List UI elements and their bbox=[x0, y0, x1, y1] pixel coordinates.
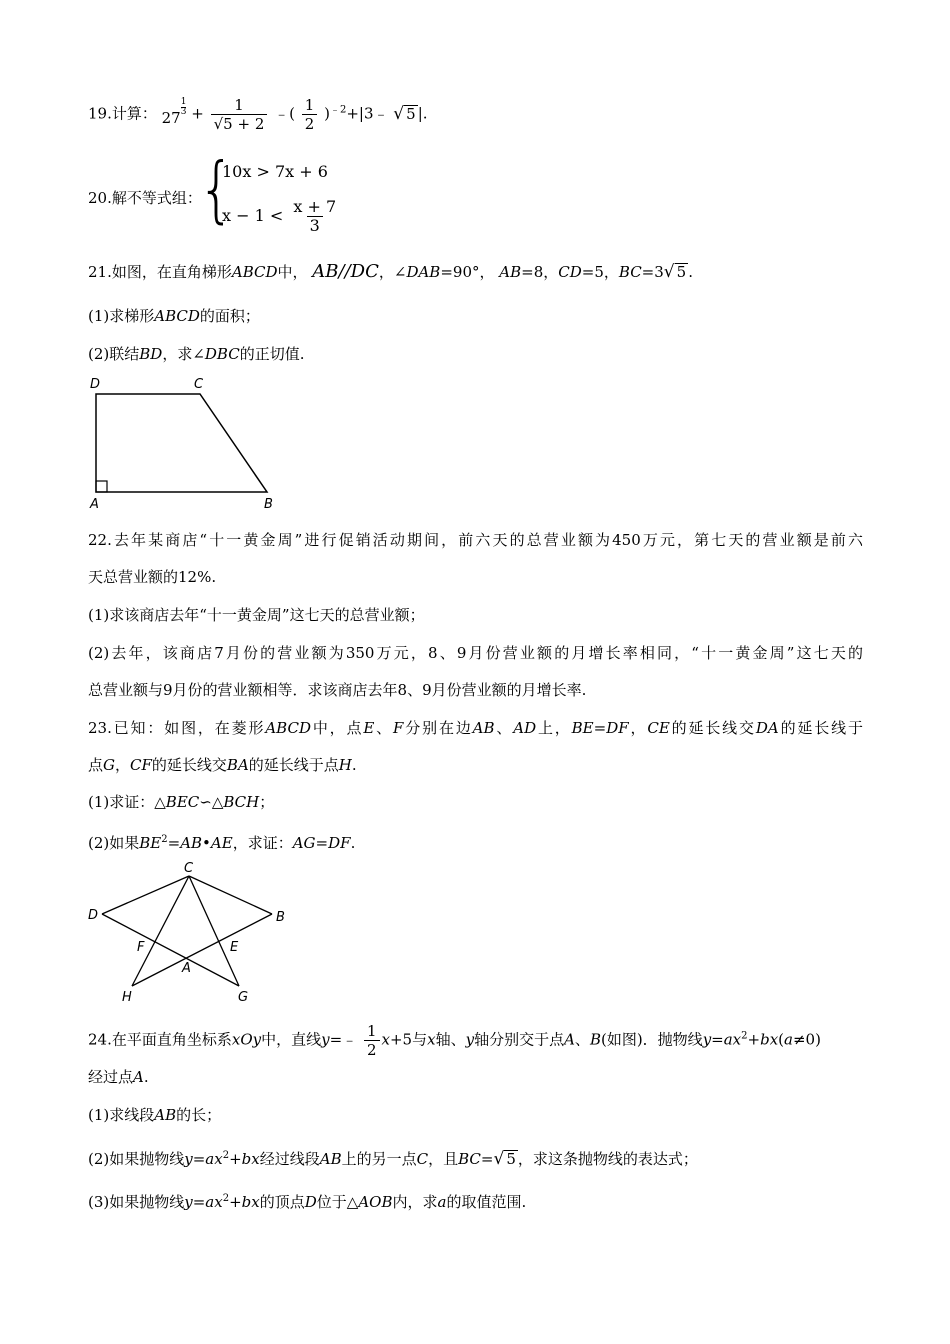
label-a: A bbox=[90, 497, 99, 512]
q23-line2: 点G，CF的延长线交BA的延长线于点H. bbox=[88, 756, 357, 774]
q21-trapezoid-figure bbox=[84, 372, 284, 512]
q24-line2: 经过点A. bbox=[88, 1068, 149, 1086]
segment-ch bbox=[132, 876, 189, 986]
label-b: B bbox=[264, 497, 273, 512]
segment-cb bbox=[189, 876, 272, 914]
q21-stem: 21.如图，在直角梯形ABCD中， AB//DC，∠DAB=90°， AB=8，CD=5，BC=3 √ 5 . bbox=[88, 261, 693, 282]
label-g: G bbox=[238, 990, 249, 1003]
q19: 19.计算： 27 $\frac{1}{3}$ + $\frac{1}{√5 + 2}$ ﹣( $\frac{1}{2}$ )$^{﹣2}$+|3﹣ √ 5 |. bbox=[88, 96, 428, 133]
label-b: B bbox=[276, 910, 285, 925]
q24-line1: 24.在平面直角坐标系xOy中，直线y=﹣ $\frac{1}{2}$ x+5与x轴、y轴分别交于点A、B(如图)．抛物线$y=ax^2+bx(a\ne 0)$ bbox=[88, 1022, 821, 1059]
segment-bh bbox=[132, 914, 272, 986]
label-a: A bbox=[182, 961, 191, 976]
q20-ineq2: x − 1 < $\frac{x + 7}{3}$ bbox=[222, 197, 337, 235]
q24-part1: (1)求线段AB的长； bbox=[88, 1106, 222, 1124]
q22-part2-line2: 总营业额与9月份的营业额相等．求该商店去年8、9月份营业额的月增长率. bbox=[88, 681, 587, 699]
q23-part1: (1)求证：△BEC∽△BCH； bbox=[88, 793, 275, 811]
q23-line1: 23.已知：如图，在菱形ABCD中，点E、F分别在边AB、AD上，BE=DF，CE的延长线交DA的延长线于 bbox=[88, 719, 863, 737]
segment-dg bbox=[102, 914, 239, 986]
label-c: C bbox=[194, 377, 204, 392]
segment-cg bbox=[189, 876, 239, 986]
label-h: H bbox=[122, 990, 132, 1003]
q24-part3: (3)如果抛物线$y=ax^2+bx$的顶点D位于△AOB内，求a的取值范围. bbox=[88, 1193, 527, 1211]
q20-ineq1: 10x > 7x + 6 bbox=[222, 162, 328, 181]
q22-line1: 22.去年某商店“十一黄金周”进行促销活动期间，前六天的总营业额为450万元，第七天的营业额是前六 bbox=[88, 531, 863, 549]
q19-fraction: $\frac{1}{√5 + 2}$ bbox=[211, 96, 268, 133]
q23-rhombus-figure bbox=[84, 858, 294, 1003]
right-angle-mark bbox=[96, 481, 107, 492]
q19-half: $\frac{1}{2}$ bbox=[302, 96, 318, 133]
q20-brace: { bbox=[198, 146, 235, 232]
label-f: F bbox=[137, 940, 145, 955]
q22-part2-line1: (2)去年，该商店7月份的营业额为350万元，8、9月份营业额的月增长率相同，“十一黄金周”这七天的 bbox=[88, 644, 863, 662]
q19-sqrt: √ 5 bbox=[393, 103, 416, 124]
q24-part2: (2)如果抛物线$y=ax^2+bx$经过线段AB上的另一点C，且BC= √ 5 ，求这条抛物线的表达式； bbox=[88, 1149, 698, 1169]
segment-cd bbox=[102, 876, 189, 914]
trapezoid-abcd bbox=[96, 394, 267, 492]
q21-part1: (1)求梯形ABCD的面积； bbox=[88, 307, 260, 325]
label-c: C bbox=[184, 861, 194, 876]
q23-part2: (2)如果$BE^2=AB•AE$，求证：AG=DF. bbox=[88, 834, 356, 852]
label-d: D bbox=[90, 377, 101, 392]
label-e: E bbox=[230, 940, 239, 955]
label-d: D bbox=[88, 908, 99, 923]
q21-part2: (2)联结BD，求∠DBC的正切值. bbox=[88, 345, 305, 363]
q22-line2: 天总营业额的12%. bbox=[88, 568, 217, 586]
q20-label: 20.解不等式组： bbox=[88, 189, 202, 207]
q22-part1: (1)求该商店去年“十一黄金周”这七天的总营业额； bbox=[88, 606, 425, 624]
q19-power: 27 $\frac{1}{3}$ bbox=[161, 96, 187, 127]
